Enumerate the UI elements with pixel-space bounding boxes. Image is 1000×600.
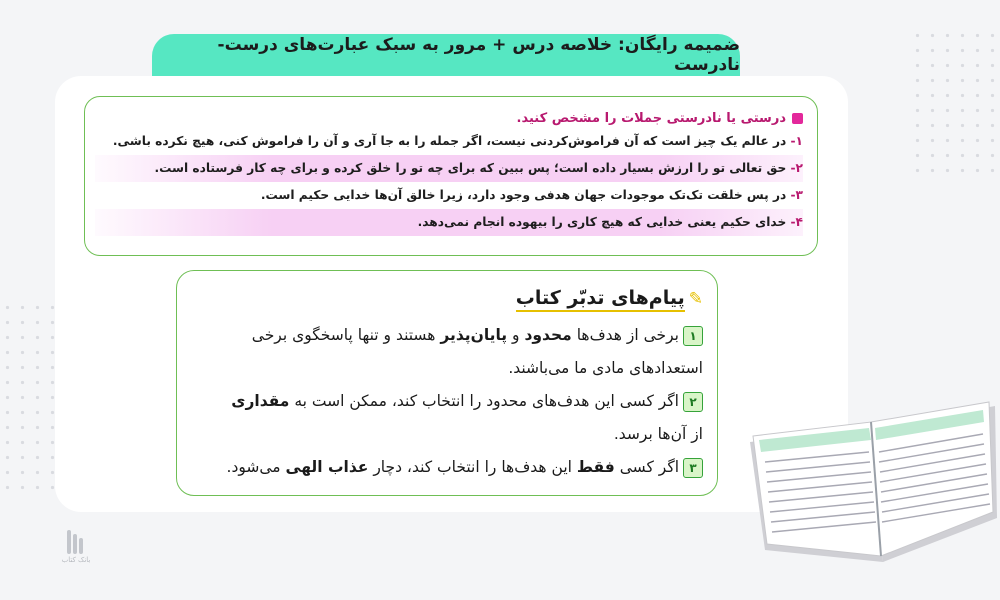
quiz-heading	[95, 108, 803, 128]
messages-heading	[195, 279, 703, 319]
message-line: از آن‌ها برسد.	[613, 425, 703, 443]
site-logo	[58, 528, 94, 574]
message-line: ۳اگر کسی فقط این هدف‌ها را انتخاب کند، دچار عذاب الهی می‌شود.	[195, 451, 703, 484]
pencil-icon: ✎	[688, 289, 703, 309]
message-line: ۲اگر کسی این هدف‌های محدود را انتخاب کند، ممکن است به مقداری	[195, 385, 703, 418]
quiz-item: ۴- خدای حکیم یعنی خدایی که هیچ کاری را بیهوده انجام نمی‌دهد.	[95, 209, 803, 236]
quiz-title: درستی یا نادرستی جملات را مشخص کنید.	[516, 110, 786, 126]
number-badge-icon: ۳	[683, 458, 703, 478]
dot-pattern-right	[910, 28, 1000, 178]
quiz-item: ۳- در پس خلقت تک‌تک موجودات جهان هدفی وجود دارد، زیرا خالق آن‌ها خدایی حکیم است.	[260, 188, 803, 202]
bullet-square-icon	[792, 113, 803, 124]
true-false-box	[84, 96, 818, 256]
open-book-illustration	[745, 400, 1000, 570]
logo-mark-icon	[63, 528, 89, 556]
number-badge-icon: ۱	[683, 326, 703, 346]
messages-title: پیام‌های تدبّر کتاب	[516, 287, 685, 312]
quiz-item: ۲- حق تعالی تو را ارزش بسیار داده است؛ پس ببین که برای چه تو را خلق کرده و برای چه کار فرستاده است.	[95, 155, 803, 182]
number-badge-icon: ۲	[683, 392, 703, 412]
header-banner	[152, 34, 740, 76]
quiz-item: ۱- در عالم یک چیز است که آن فراموش‌کردنی نیست، اگر جمله را به جا آری و آن را فراموش کنی، هیچ نکرده باشی.	[112, 134, 803, 148]
logo-text: بانک کتاب	[61, 556, 91, 564]
message-line: استعدادهای مادی ما می‌باشند.	[508, 359, 703, 377]
banner-title: ضمیمه رایگان: خلاصه درس + مرور به سبک عبارت‌های درست-نادرست	[217, 35, 740, 75]
book-messages-box	[176, 270, 718, 496]
message-line: ۱برخی از هدف‌ها محدود و پایان‌پذیر هستند و تنها پاسخگوی برخی	[195, 319, 703, 352]
